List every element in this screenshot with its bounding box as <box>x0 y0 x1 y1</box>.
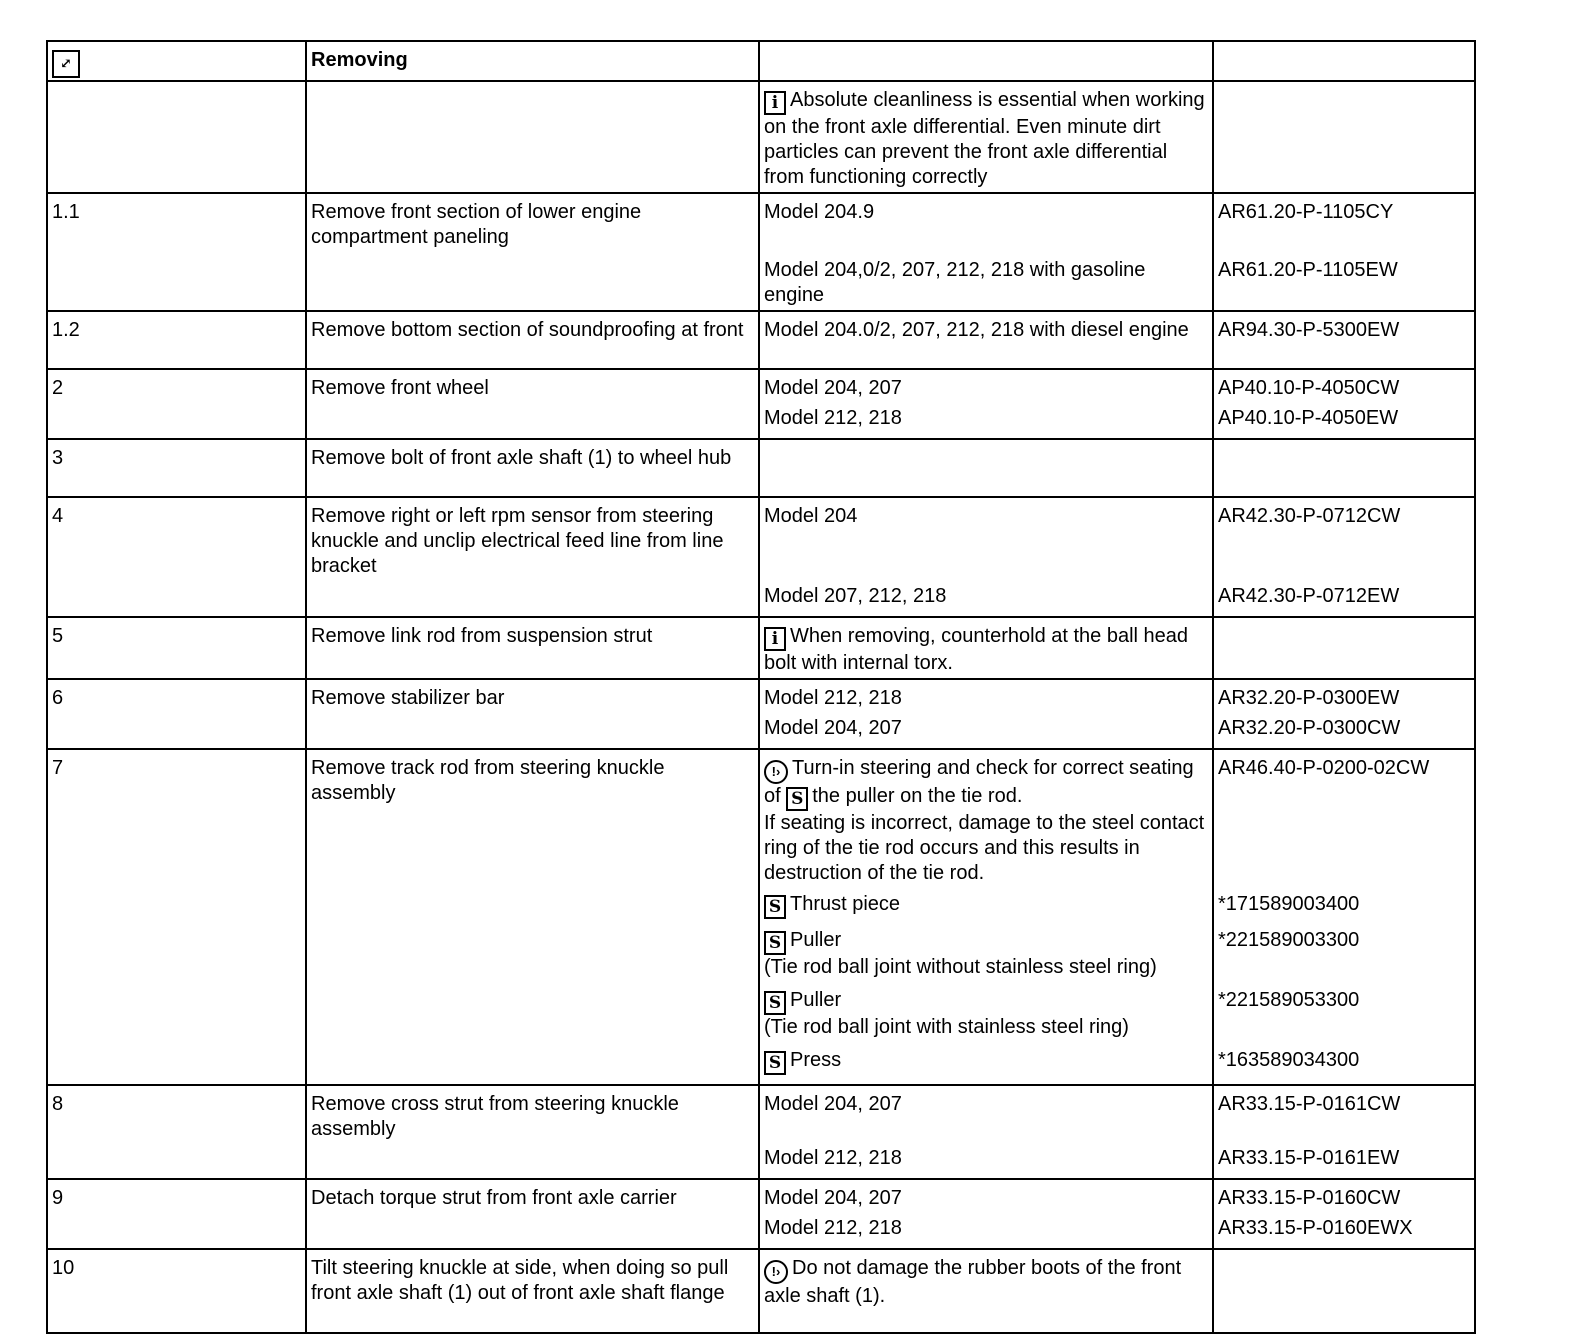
note-entry <box>764 716 1208 746</box>
table-row <box>47 1085 1475 1179</box>
tool-icon: S <box>786 787 808 811</box>
note-text: Model 204 <box>764 505 858 527</box>
note-text: Model 204,0/2, 207, 212, 218 with gasoline engine <box>764 259 1146 306</box>
note-text: Model 204, 207 <box>764 717 902 739</box>
note-entry <box>764 1186 1208 1216</box>
reference-entry <box>1218 686 1470 716</box>
section-title: Removing <box>306 41 759 81</box>
reference-cell <box>1213 1249 1475 1333</box>
reference-cell <box>1213 749 1475 1085</box>
reference-entry <box>1218 584 1470 614</box>
reference-entry <box>1218 988 1470 1048</box>
document-reference[interactable]: AR32.20-P-0300EW <box>1218 687 1400 709</box>
reference-entry <box>1218 928 1470 988</box>
table-row <box>47 369 1475 439</box>
table-row <box>47 679 1475 749</box>
procedure-table <box>46 40 1476 1334</box>
note-text-cont: the puller on the tie rod. <box>812 785 1023 807</box>
note-text: Model 204, 207 <box>764 1093 902 1115</box>
document-reference[interactable]: AP40.10-P-4050CW <box>1218 377 1400 399</box>
note-entry <box>764 406 1208 436</box>
note-text: Puller <box>790 929 842 951</box>
reference-cell <box>1213 497 1475 617</box>
note-text: Model 212, 218 <box>764 1217 902 1239</box>
step-description: Remove link rod from suspension strut <box>306 617 759 679</box>
reference-entry <box>1218 1146 1470 1176</box>
note-text: Thrust piece <box>790 893 901 915</box>
note-icon: !› <box>764 1260 788 1284</box>
note-entry <box>764 892 1208 928</box>
note-entry <box>764 200 1208 258</box>
note-detail: (Tie rod ball joint without stainless steel ring) <box>764 956 1157 978</box>
note-text: Absolute cleanliness is essential when working on the front axle differential. Even minute dirt particles can prevent the front axle differential from functioning correctly <box>764 89 1205 188</box>
table-row <box>47 749 1475 1085</box>
reference-cell <box>1213 679 1475 749</box>
document-reference[interactable]: *221589003300 <box>1218 929 1360 951</box>
note-text: Model 204, 207 <box>764 1187 902 1209</box>
note-entry <box>764 504 1208 584</box>
document-reference[interactable]: AR61.20-P-1105EW <box>1218 259 1398 281</box>
note-entry <box>764 1256 1208 1309</box>
note-text: Model 212, 218 <box>764 407 902 429</box>
table-row <box>47 1179 1475 1249</box>
note-text: Do not damage the rubber boots of the front axle shaft (1). <box>764 1257 1182 1307</box>
document-reference[interactable]: AR33.15-P-0160CW <box>1218 1187 1401 1209</box>
document-reference[interactable]: *221589053300 <box>1218 989 1360 1011</box>
reference-entry <box>1218 1048 1470 1078</box>
reference-entry <box>1218 756 1470 892</box>
step-description: Remove front wheel <box>306 369 759 439</box>
step-description: Tilt steering knuckle at side, when doing so pull front axle shaft (1) out of front axle shaft flange <box>306 1249 759 1333</box>
reference-entry <box>1218 258 1470 308</box>
step-number: 7 <box>47 749 306 1085</box>
tool-icon: S <box>764 895 786 919</box>
note-text: Model 204.0/2, 207, 212, 218 with diesel engine <box>764 319 1189 341</box>
step-description: Detach torque strut from front axle carrier <box>306 1179 759 1249</box>
notes-cell <box>759 679 1213 749</box>
document-reference[interactable]: AR33.15-P-0160EWX <box>1218 1217 1413 1239</box>
reference-entry <box>1218 1092 1470 1146</box>
step-number: 6 <box>47 679 306 749</box>
step-description: Remove track rod from steering knuckle assembly <box>306 749 759 1085</box>
step-number: 1.1 <box>47 193 306 311</box>
reference-entry <box>1218 406 1470 436</box>
step-number <box>47 81 306 193</box>
notes-cell <box>759 617 1213 679</box>
step-number: 5 <box>47 617 306 679</box>
note-entry <box>764 624 1208 676</box>
notes-cell <box>759 1179 1213 1249</box>
note-entry <box>764 258 1208 308</box>
step-description: Remove right or left rpm sensor from steering knuckle and unclip electrical feed line from line bracket <box>306 497 759 617</box>
reference-cell <box>1213 439 1475 497</box>
note-entry <box>764 756 1208 892</box>
notes-cell <box>759 439 1213 497</box>
note-entry <box>764 1048 1208 1078</box>
expand-icon: ⤢ <box>52 50 80 78</box>
step-description: Remove cross strut from steering knuckle assembly <box>306 1085 759 1179</box>
note-text: When removing, counterhold at the ball head bolt with internal torx. <box>764 625 1189 674</box>
document-reference[interactable]: AR46.40-P-0200-02CW <box>1218 757 1430 779</box>
reference-entry <box>1218 1186 1470 1216</box>
note-text: Press <box>790 1049 842 1071</box>
reference-cell <box>1213 369 1475 439</box>
reference-entry <box>1218 1216 1470 1246</box>
table-row <box>47 193 1475 311</box>
step-description: Remove stabilizer bar <box>306 679 759 749</box>
reference-entry <box>1218 200 1470 258</box>
table-row <box>47 439 1475 497</box>
note-detail: (Tie rod ball joint with stainless steel ring) <box>764 1016 1129 1038</box>
notes-cell <box>759 81 1213 193</box>
tool-icon: S <box>764 991 786 1015</box>
notes-cell <box>759 193 1213 311</box>
note-text: Model 212, 218 <box>764 1147 902 1169</box>
note-entry <box>764 376 1208 406</box>
note-text: Model 212, 218 <box>764 687 902 709</box>
step-description: Remove front section of lower engine compartment paneling <box>306 193 759 311</box>
step-description: Remove bolt of front axle shaft (1) to wheel hub <box>306 439 759 497</box>
note-entry <box>764 1146 1208 1176</box>
info-icon: i <box>764 91 786 115</box>
table-row <box>47 617 1475 679</box>
reference-cell <box>1213 311 1475 369</box>
table-row <box>47 1249 1475 1333</box>
step-number: 9 <box>47 1179 306 1249</box>
notes-cell <box>759 369 1213 439</box>
note-entry <box>764 584 1208 614</box>
document-reference[interactable]: AR42.30-P-0712EW <box>1218 585 1400 607</box>
step-number: 8 <box>47 1085 306 1179</box>
reference-entry <box>1218 892 1470 928</box>
note-text: Model 204, 207 <box>764 377 902 399</box>
step-number: 3 <box>47 439 306 497</box>
table-row <box>47 81 1475 193</box>
step-number: 10 <box>47 1249 306 1333</box>
note-entry <box>764 988 1208 1048</box>
note-entry <box>764 928 1208 988</box>
reference-cell <box>1213 617 1475 679</box>
document-reference[interactable]: AR61.20-P-1105CY <box>1218 201 1394 223</box>
note-icon: !› <box>764 760 788 784</box>
reference-cell <box>1213 1085 1475 1179</box>
note-entry <box>764 1092 1208 1146</box>
table-row <box>47 497 1475 617</box>
note-entry <box>764 1216 1208 1246</box>
document-reference[interactable]: *163589034300 <box>1218 1049 1360 1071</box>
info-icon: i <box>764 627 786 651</box>
reference-entry <box>1218 504 1470 584</box>
step-description <box>306 81 759 193</box>
reference-entry <box>1218 318 1470 343</box>
document-reference[interactable]: *171589003400 <box>1218 893 1360 915</box>
step-number: 4 <box>47 497 306 617</box>
tool-icon: S <box>764 1051 786 1075</box>
notes-cell <box>759 1249 1213 1333</box>
reference-entry <box>1218 716 1470 746</box>
note-entry <box>764 88 1208 190</box>
document-reference[interactable]: AR32.20-P-0300CW <box>1218 717 1401 739</box>
step-number: 2 <box>47 369 306 439</box>
note-text: Turn-in steering and check for correct seating of <box>764 757 1194 807</box>
document-reference[interactable]: AP40.10-P-4050EW <box>1218 407 1399 429</box>
reference-cell <box>1213 1179 1475 1249</box>
note-detail: If seating is incorrect, damage to the steel contact ring of the tie rod occurs and this results in destruction of the tie rod. <box>764 812 1205 884</box>
document-reference[interactable]: AR33.15-P-0161CW <box>1218 1093 1401 1115</box>
document-reference[interactable]: AR42.30-P-0712CW <box>1218 505 1401 527</box>
step-description: Remove bottom section of soundproofing at front <box>306 311 759 369</box>
note-text: Model 204.9 <box>764 201 875 223</box>
note-entry <box>764 318 1208 343</box>
tool-icon: S <box>764 931 786 955</box>
reference-cell <box>1213 81 1475 193</box>
reference-cell <box>1213 193 1475 311</box>
notes-cell <box>759 497 1213 617</box>
notes-cell <box>759 1085 1213 1179</box>
step-number: 1.2 <box>47 311 306 369</box>
note-text: Model 207, 212, 218 <box>764 585 947 607</box>
note-text: Puller <box>790 989 842 1011</box>
table-row <box>47 311 1475 369</box>
notes-cell <box>759 311 1213 369</box>
note-entry <box>764 686 1208 716</box>
notes-cell <box>759 749 1213 1085</box>
reference-entry <box>1218 376 1470 406</box>
document-reference[interactable]: AR94.30-P-5300EW <box>1218 319 1400 341</box>
header-row <box>47 41 1475 81</box>
document-reference[interactable]: AR33.15-P-0161EW <box>1218 1147 1400 1169</box>
